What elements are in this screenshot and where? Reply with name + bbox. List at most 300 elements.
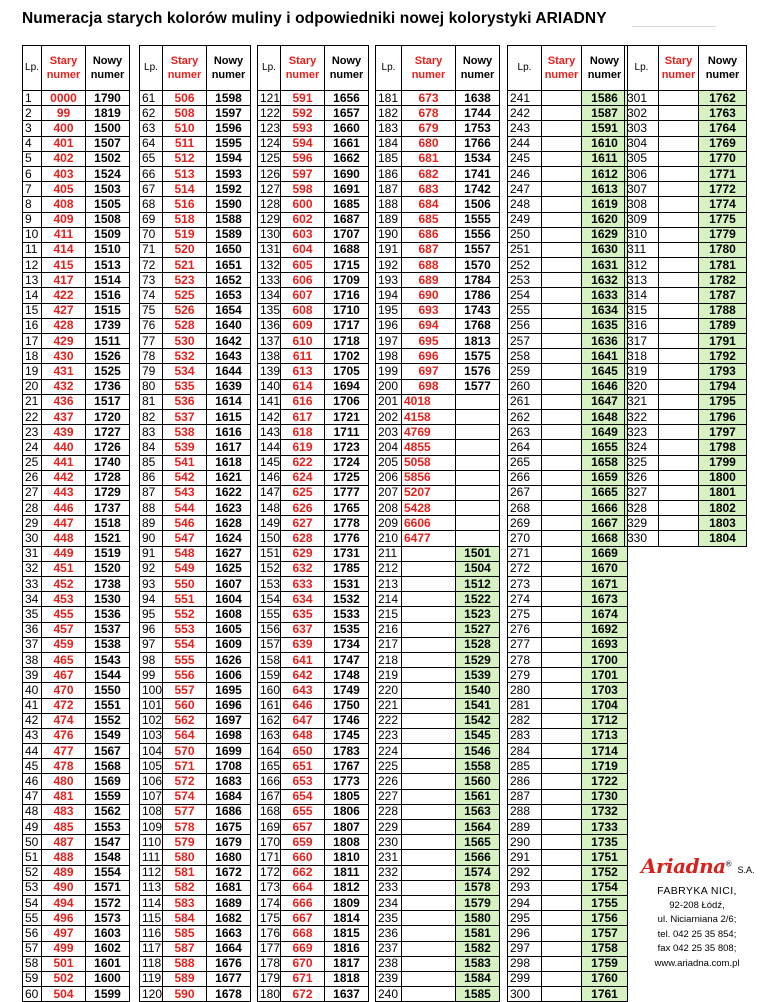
new-number-cell: 1711 bbox=[325, 425, 369, 440]
new-number-cell: 1630 bbox=[582, 242, 628, 257]
lp-cell: 44 bbox=[23, 744, 42, 759]
new-number-cell: 1653 bbox=[207, 288, 251, 303]
new-number-cell: 1548 bbox=[86, 850, 130, 865]
new-number-cell: 1618 bbox=[207, 455, 251, 470]
lp-cell: 100 bbox=[140, 683, 163, 698]
lp-cell: 202 bbox=[376, 409, 402, 424]
new-number-header: Nowy numer bbox=[582, 46, 628, 91]
old-number-cell: 513 bbox=[163, 166, 207, 181]
old-number-cell bbox=[659, 151, 699, 166]
new-number-cell: 1817 bbox=[325, 956, 369, 971]
new-number-cell: 1692 bbox=[582, 622, 628, 637]
new-number-cell: 1694 bbox=[325, 379, 369, 394]
old-number-cell bbox=[659, 258, 699, 273]
lp-cell: 195 bbox=[376, 303, 402, 318]
table-row bbox=[140, 926, 251, 941]
logo-wordmark: Ariadna bbox=[641, 854, 726, 878]
old-number-cell: 449 bbox=[42, 546, 86, 561]
new-number-cell: 1751 bbox=[582, 850, 628, 865]
new-number-cell: 1759 bbox=[582, 956, 628, 971]
lp-cell: 303 bbox=[625, 121, 659, 136]
header-row bbox=[140, 46, 251, 91]
table-row bbox=[258, 850, 369, 865]
old-number-cell: 430 bbox=[42, 349, 86, 364]
new-number-cell: 1774 bbox=[699, 197, 747, 212]
old-number-cell: 613 bbox=[281, 364, 325, 379]
lp-cell: 124 bbox=[258, 136, 281, 151]
table-row bbox=[508, 713, 628, 728]
table-row bbox=[508, 911, 628, 926]
new-number-cell: 1778 bbox=[325, 516, 369, 531]
old-number-cell: 489 bbox=[42, 865, 86, 880]
table-row bbox=[258, 318, 369, 333]
old-number-cell bbox=[402, 637, 456, 652]
old-number-cell: 683 bbox=[402, 182, 456, 197]
lp-cell: 167 bbox=[258, 789, 281, 804]
table-row bbox=[140, 227, 251, 242]
lp-cell: 227 bbox=[376, 789, 402, 804]
old-number-header: Stary numer bbox=[163, 46, 207, 91]
new-number-cell: 1601 bbox=[86, 956, 130, 971]
new-number-cell: 1605 bbox=[207, 622, 251, 637]
old-number-cell: 648 bbox=[281, 728, 325, 743]
old-number-cell: 588 bbox=[163, 956, 207, 971]
table-row bbox=[140, 470, 251, 485]
old-number-cell: 535 bbox=[163, 379, 207, 394]
new-number-header: Nowy numer bbox=[699, 46, 747, 91]
table-row bbox=[140, 501, 251, 516]
new-number-cell: 1635 bbox=[582, 318, 628, 333]
old-number-cell: 520 bbox=[163, 242, 207, 257]
old-number-cell: 693 bbox=[402, 303, 456, 318]
lp-cell: 41 bbox=[23, 698, 42, 713]
lp-cell: 114 bbox=[140, 895, 163, 910]
lp-cell: 289 bbox=[508, 820, 542, 835]
table-row bbox=[23, 987, 130, 1002]
lp-cell: 107 bbox=[140, 789, 163, 804]
table-row bbox=[258, 379, 369, 394]
table-row bbox=[140, 440, 251, 455]
lp-cell: 223 bbox=[376, 728, 402, 743]
old-number-cell: 555 bbox=[163, 652, 207, 667]
old-number-cell bbox=[542, 850, 582, 865]
lp-cell: 285 bbox=[508, 759, 542, 774]
lp-cell: 35 bbox=[23, 607, 42, 622]
old-number-cell: 6477 bbox=[402, 531, 456, 546]
header-row bbox=[625, 46, 747, 91]
table-row bbox=[258, 728, 369, 743]
old-number-cell bbox=[659, 182, 699, 197]
old-number-cell: 543 bbox=[163, 485, 207, 500]
table-row bbox=[376, 683, 500, 698]
table-row bbox=[23, 106, 130, 121]
lp-cell: 7 bbox=[23, 182, 42, 197]
new-number-cell: 1648 bbox=[582, 409, 628, 424]
table-row bbox=[508, 607, 628, 622]
old-number-cell bbox=[659, 425, 699, 440]
lp-cell: 207 bbox=[376, 485, 402, 500]
old-number-cell: 680 bbox=[402, 136, 456, 151]
table-row bbox=[508, 880, 628, 895]
old-number-cell bbox=[659, 470, 699, 485]
lp-cell: 258 bbox=[508, 349, 542, 364]
new-number-cell: 1571 bbox=[86, 880, 130, 895]
lp-cell: 184 bbox=[376, 136, 402, 151]
old-number-cell bbox=[542, 531, 582, 546]
old-number-cell: 512 bbox=[163, 151, 207, 166]
old-number-cell: 590 bbox=[163, 987, 207, 1002]
table-row bbox=[23, 895, 130, 910]
old-number-cell: 521 bbox=[163, 258, 207, 273]
table-row bbox=[23, 759, 130, 774]
old-number-cell bbox=[542, 197, 582, 212]
new-number-cell: 1608 bbox=[207, 607, 251, 622]
old-number-cell bbox=[542, 895, 582, 910]
header-row bbox=[508, 46, 628, 91]
old-number-cell bbox=[542, 926, 582, 941]
table-row bbox=[258, 926, 369, 941]
lp-cell: 3 bbox=[23, 121, 42, 136]
table-row bbox=[508, 592, 628, 607]
new-number-cell: 1771 bbox=[699, 166, 747, 181]
table-row bbox=[508, 440, 628, 455]
lp-cell: 328 bbox=[625, 501, 659, 516]
new-number-cell: 1503 bbox=[86, 182, 130, 197]
old-number-cell: 580 bbox=[163, 850, 207, 865]
lp-cell: 36 bbox=[23, 622, 42, 637]
table-row bbox=[508, 804, 628, 819]
old-number-cell bbox=[542, 151, 582, 166]
new-number-cell: 1777 bbox=[325, 485, 369, 500]
old-number-cell: 488 bbox=[42, 850, 86, 865]
old-number-cell: 490 bbox=[42, 880, 86, 895]
old-number-cell bbox=[542, 592, 582, 607]
table-row bbox=[23, 455, 130, 470]
lp-cell: 301 bbox=[625, 91, 659, 106]
new-number-cell: 1581 bbox=[456, 926, 500, 941]
old-number-cell bbox=[402, 820, 456, 835]
lp-cell: 62 bbox=[140, 106, 163, 121]
lp-cell: 190 bbox=[376, 227, 402, 242]
table-row bbox=[625, 242, 747, 257]
table-row bbox=[376, 227, 500, 242]
new-number-cell: 1579 bbox=[456, 895, 500, 910]
old-number-cell bbox=[402, 850, 456, 865]
lp-cell: 327 bbox=[625, 485, 659, 500]
old-number-cell: 629 bbox=[281, 546, 325, 561]
old-number-cell bbox=[542, 349, 582, 364]
old-number-cell: 441 bbox=[42, 455, 86, 470]
lp-cell: 308 bbox=[625, 197, 659, 212]
lp-cell: 160 bbox=[258, 683, 281, 698]
lp-cell: 284 bbox=[508, 744, 542, 759]
new-number-cell: 1740 bbox=[86, 455, 130, 470]
new-number-cell: 1510 bbox=[86, 242, 130, 257]
lp-cell: 45 bbox=[23, 759, 42, 774]
lp-cell: 213 bbox=[376, 577, 402, 592]
new-number-cell bbox=[456, 470, 500, 485]
lp-cell: 169 bbox=[258, 820, 281, 835]
table-row bbox=[508, 106, 628, 121]
lp-cell: 12 bbox=[23, 258, 42, 273]
lp-cell: 288 bbox=[508, 804, 542, 819]
table-row bbox=[140, 987, 251, 1002]
lp-cell: 294 bbox=[508, 895, 542, 910]
table-row bbox=[508, 303, 628, 318]
new-number-cell: 1591 bbox=[582, 121, 628, 136]
lp-cell: 34 bbox=[23, 592, 42, 607]
new-number-cell: 1641 bbox=[582, 349, 628, 364]
lp-cell: 63 bbox=[140, 121, 163, 136]
lp-cell: 271 bbox=[508, 546, 542, 561]
table-row bbox=[258, 166, 369, 181]
old-number-cell: 635 bbox=[281, 607, 325, 622]
table-row bbox=[508, 166, 628, 181]
old-number-cell bbox=[542, 227, 582, 242]
old-number-cell: 542 bbox=[163, 470, 207, 485]
old-number-cell: 499 bbox=[42, 941, 86, 956]
lp-cell: 276 bbox=[508, 622, 542, 637]
lp-cell: 222 bbox=[376, 713, 402, 728]
lp-cell: 109 bbox=[140, 820, 163, 835]
lp-cell: 263 bbox=[508, 425, 542, 440]
table-row bbox=[508, 971, 628, 986]
old-number-cell: 695 bbox=[402, 334, 456, 349]
lp-cell: 104 bbox=[140, 744, 163, 759]
old-number-cell: 511 bbox=[163, 136, 207, 151]
old-number-cell: 609 bbox=[281, 318, 325, 333]
table-row bbox=[140, 577, 251, 592]
table-row bbox=[140, 273, 251, 288]
table-row bbox=[376, 865, 500, 880]
new-number-cell: 1646 bbox=[582, 379, 628, 394]
old-number-cell bbox=[542, 334, 582, 349]
lp-cell: 61 bbox=[140, 91, 163, 106]
lp-cell: 40 bbox=[23, 683, 42, 698]
lp-cell: 108 bbox=[140, 804, 163, 819]
table-row bbox=[23, 789, 130, 804]
new-number-cell: 1590 bbox=[207, 197, 251, 212]
lp-cell: 39 bbox=[23, 668, 42, 683]
old-number-cell: 6606 bbox=[402, 516, 456, 531]
table-row bbox=[508, 455, 628, 470]
table-row bbox=[625, 303, 747, 318]
new-number-cell: 1726 bbox=[86, 440, 130, 455]
conversion-table-1 bbox=[22, 45, 130, 1002]
table-row bbox=[23, 880, 130, 895]
new-number-cell: 1776 bbox=[325, 531, 369, 546]
lp-cell: 261 bbox=[508, 394, 542, 409]
lp-cell: 312 bbox=[625, 258, 659, 273]
table-row bbox=[258, 91, 369, 106]
lp-cell: 20 bbox=[23, 379, 42, 394]
table-row bbox=[258, 637, 369, 652]
new-number-cell: 1775 bbox=[699, 212, 747, 227]
new-number-cell: 1508 bbox=[86, 212, 130, 227]
table-row bbox=[258, 774, 369, 789]
lp-cell: 185 bbox=[376, 151, 402, 166]
table-row bbox=[140, 288, 251, 303]
table-row bbox=[23, 349, 130, 364]
old-number-cell bbox=[542, 698, 582, 713]
table-row bbox=[258, 683, 369, 698]
table-row bbox=[258, 182, 369, 197]
table-row bbox=[140, 880, 251, 895]
table-row bbox=[625, 425, 747, 440]
table-row bbox=[376, 516, 500, 531]
new-number-cell: 1543 bbox=[86, 652, 130, 667]
new-number-cell: 1549 bbox=[86, 728, 130, 743]
lp-header: Lp. bbox=[625, 46, 659, 91]
new-number-cell: 1524 bbox=[86, 166, 130, 181]
lp-cell: 161 bbox=[258, 698, 281, 713]
lp-cell: 270 bbox=[508, 531, 542, 546]
old-number-cell bbox=[659, 455, 699, 470]
lp-cell: 153 bbox=[258, 577, 281, 592]
table-row bbox=[258, 820, 369, 835]
old-number-cell: 671 bbox=[281, 971, 325, 986]
table-row bbox=[625, 409, 747, 424]
new-number-cell: 1723 bbox=[325, 440, 369, 455]
old-number-cell: 523 bbox=[163, 273, 207, 288]
old-number-cell: 606 bbox=[281, 273, 325, 288]
old-number-cell bbox=[402, 577, 456, 592]
old-number-header: Stary numer bbox=[42, 46, 86, 91]
new-number-cell: 1693 bbox=[582, 637, 628, 652]
table-row bbox=[625, 379, 747, 394]
lp-cell: 281 bbox=[508, 698, 542, 713]
new-number-cell: 1816 bbox=[325, 941, 369, 956]
lp-cell: 94 bbox=[140, 592, 163, 607]
lp-cell: 244 bbox=[508, 136, 542, 151]
new-number-cell: 1660 bbox=[325, 121, 369, 136]
new-number-cell: 1785 bbox=[325, 561, 369, 576]
lp-cell: 15 bbox=[23, 303, 42, 318]
table-row bbox=[508, 394, 628, 409]
old-number-cell: 581 bbox=[163, 865, 207, 880]
table-row bbox=[140, 820, 251, 835]
new-number-cell: 1636 bbox=[582, 334, 628, 349]
lp-cell: 314 bbox=[625, 288, 659, 303]
table-row bbox=[258, 759, 369, 774]
new-number-cell: 1643 bbox=[207, 349, 251, 364]
table-row bbox=[625, 364, 747, 379]
new-number-cell: 1506 bbox=[456, 197, 500, 212]
new-number-cell: 1765 bbox=[325, 501, 369, 516]
new-number-cell: 1665 bbox=[582, 485, 628, 500]
new-number-cell: 1809 bbox=[325, 895, 369, 910]
lp-cell: 302 bbox=[625, 106, 659, 121]
new-number-cell: 1647 bbox=[582, 394, 628, 409]
lp-cell: 139 bbox=[258, 364, 281, 379]
lp-cell: 77 bbox=[140, 334, 163, 349]
table-row bbox=[508, 941, 628, 956]
table-row bbox=[508, 379, 628, 394]
lp-cell: 6 bbox=[23, 166, 42, 181]
new-number-cell: 1663 bbox=[207, 926, 251, 941]
old-number-cell bbox=[402, 728, 456, 743]
new-number-cell: 1515 bbox=[86, 303, 130, 318]
new-number-cell: 1664 bbox=[207, 941, 251, 956]
old-number-cell bbox=[402, 971, 456, 986]
table-row bbox=[23, 91, 130, 106]
table-row bbox=[140, 409, 251, 424]
table-row bbox=[258, 455, 369, 470]
table-row bbox=[140, 744, 251, 759]
lp-cell: 71 bbox=[140, 242, 163, 257]
table-row bbox=[376, 895, 500, 910]
lp-cell: 307 bbox=[625, 182, 659, 197]
lp-cell: 85 bbox=[140, 455, 163, 470]
new-number-cell: 1673 bbox=[582, 592, 628, 607]
lp-cell: 266 bbox=[508, 470, 542, 485]
conversion-table-4 bbox=[375, 45, 500, 1002]
table-row bbox=[23, 212, 130, 227]
table-row bbox=[376, 288, 500, 303]
table-row bbox=[258, 516, 369, 531]
old-number-cell: 594 bbox=[281, 136, 325, 151]
table-row bbox=[625, 227, 747, 242]
table-row bbox=[140, 637, 251, 652]
new-number-cell: 1701 bbox=[582, 668, 628, 683]
lp-cell: 42 bbox=[23, 713, 42, 728]
old-number-cell bbox=[659, 318, 699, 333]
table-row bbox=[258, 485, 369, 500]
new-number-cell: 1761 bbox=[582, 987, 628, 1002]
old-number-cell bbox=[659, 91, 699, 106]
old-number-cell bbox=[659, 106, 699, 121]
table-row bbox=[508, 698, 628, 713]
lp-cell: 265 bbox=[508, 455, 542, 470]
old-number-cell bbox=[402, 592, 456, 607]
old-number-cell: 579 bbox=[163, 835, 207, 850]
lp-cell: 200 bbox=[376, 379, 402, 394]
table-row bbox=[23, 835, 130, 850]
table-row bbox=[508, 409, 628, 424]
table-row bbox=[23, 865, 130, 880]
new-number-cell: 1757 bbox=[582, 926, 628, 941]
table-row bbox=[508, 91, 628, 106]
old-number-cell bbox=[542, 987, 582, 1002]
old-number-cell: 99 bbox=[42, 106, 86, 121]
old-number-cell: 619 bbox=[281, 440, 325, 455]
lp-cell: 23 bbox=[23, 425, 42, 440]
lp-cell: 171 bbox=[258, 850, 281, 865]
old-number-cell: 519 bbox=[163, 227, 207, 242]
old-number-cell bbox=[659, 273, 699, 288]
lp-cell: 2 bbox=[23, 106, 42, 121]
table-row bbox=[140, 607, 251, 622]
new-number-cell: 1720 bbox=[86, 409, 130, 424]
old-number-cell bbox=[542, 561, 582, 576]
old-number-cell bbox=[542, 212, 582, 227]
lp-cell: 29 bbox=[23, 516, 42, 531]
old-number-cell: 502 bbox=[42, 971, 86, 986]
old-number-cell bbox=[542, 455, 582, 470]
old-number-cell: 628 bbox=[281, 531, 325, 546]
old-number-cell: 400 bbox=[42, 121, 86, 136]
lp-cell: 18 bbox=[23, 349, 42, 364]
new-number-cell: 1813 bbox=[456, 334, 500, 349]
table-row bbox=[140, 531, 251, 546]
table-row bbox=[140, 561, 251, 576]
table-row bbox=[625, 136, 747, 151]
new-number-cell: 1750 bbox=[325, 698, 369, 713]
new-number-cell bbox=[456, 531, 500, 546]
lp-cell: 191 bbox=[376, 242, 402, 257]
new-number-cell: 1798 bbox=[699, 440, 747, 455]
old-number-cell: 570 bbox=[163, 744, 207, 759]
